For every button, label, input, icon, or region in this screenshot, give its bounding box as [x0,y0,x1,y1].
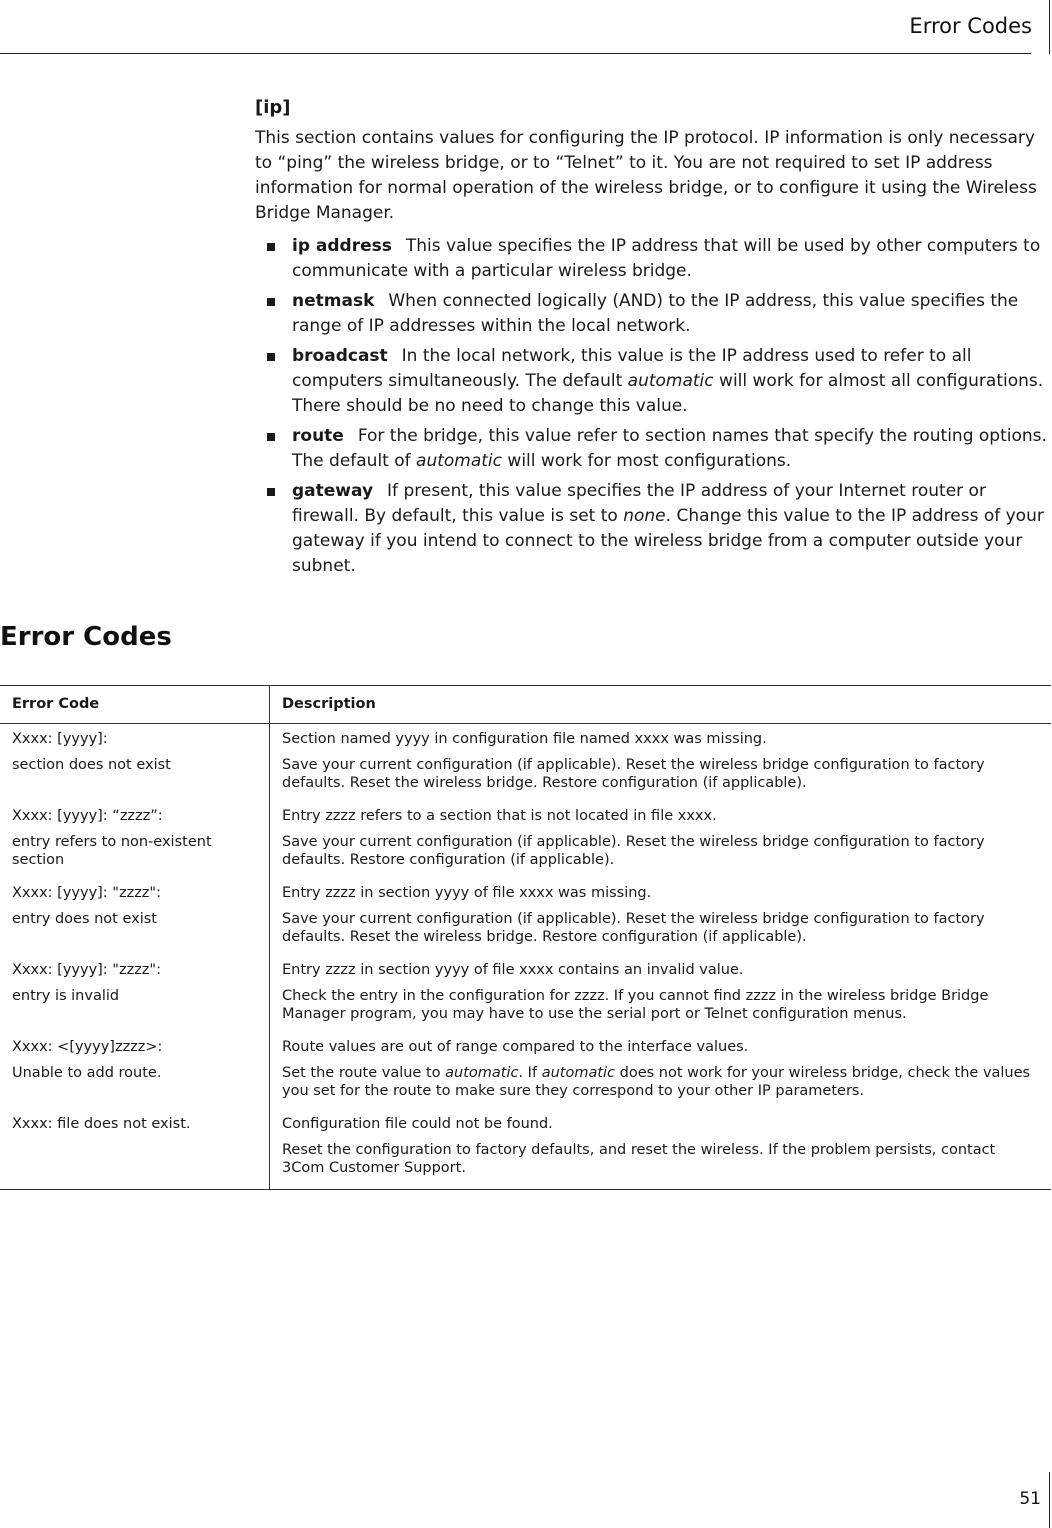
bullet-square-icon [267,298,275,306]
error-code-cell: Xxxx: [yyyy]: "zzzz": [0,878,270,902]
ip-section-intro: This section contains values for configuring the IP protocol. IP information is only necessary to “ping” the wireless bridge, or to “Telnet” to it. You are not required to set IP address information for normal operation of the wireless bridge, or to configure it using the Wireless Bridge Manager. [255,128,1037,223]
description-pre: Set the route value to [282,1065,446,1081]
table-row [0,1109,1051,1133]
error-code-cell: section does not exist [0,748,270,801]
description-cell: Save your current configuration (if applicable). Reset the wireless bridge configuration to factory defaults. Restore configuration (if applicable). [282,834,985,868]
item-description-emphasis: automatic [416,451,503,471]
description-cell: Check the entry in the configuration for zzzz. If you cannot find zzzz in the wireless bridge Bridge Manager program, you may have to use the serial port or Telnet configuration menus. [282,988,989,1022]
table-row [0,1133,1051,1190]
error-code-cell: entry does not exist [0,902,270,955]
description-cell: Section named yyyy in configuration file named xxxx was missing. [282,731,767,747]
description-cell: Entry zzzz in section yyyy of file xxxx contains an invalid value. [282,962,744,978]
error-code-cell: Xxxx: [yyyy]: [0,724,270,749]
description-cell: Save your current configuration (if applicable). Reset the wireless bridge configuration to factory defaults. Reset the wireless bridge. Restore configuration (if applicable). [282,911,985,945]
list-item-ip-address [255,234,1050,284]
item-description: This value specifies the IP address that will be used by other computers to communicate with a particular wireless bridge. [292,236,1041,281]
error-code-cell: Unable to add route. [0,1056,270,1109]
error-codes-heading: Error Codes [0,622,172,652]
header-margin-tick [1049,0,1050,54]
bullet-square-icon [267,488,275,496]
table-row [0,955,1051,979]
list-item-netmask [255,289,1050,339]
item-description-post: will work for most configurations. [502,451,792,471]
item-description-post: will work for almost all configurations. There should be no need to change this value. [292,371,1044,416]
item-description-post: . Change this value to the IP address of your gateway if you intend to connect to the wireless bridge from a computer outside your subnet. [292,506,1044,576]
list-item-route [255,424,1050,474]
item-term: broadcast [292,346,388,366]
item-description-emphasis: automatic [627,371,714,391]
item-description-emphasis: none [623,506,666,526]
list-item-gateway [255,479,1050,579]
bullet-square-icon [267,433,275,441]
footer-margin-tick [1049,1472,1050,1528]
item-term: route [292,426,344,446]
table-row [0,979,1051,1032]
description-cell: Save your current configuration (if applicable). Reset the wireless bridge configuration to factory defaults. Reset the wireless bridge. Restore configuration (if applicable). [282,757,985,791]
table-row [0,902,1051,955]
item-term: ip address [292,236,392,256]
table-row [0,1032,1051,1056]
description-cell: Configuration file could not be found. [282,1116,553,1132]
error-code-cell: Xxxx: file does not exist. [0,1109,270,1133]
description-cell: Reset the configuration to factory defaults, and reset the wireless. If the problem persists, contact 3Com Customer Support. [270,1133,1052,1190]
description-cell: Route values are out of range compared to the interface values. [282,1039,749,1055]
list-item-broadcast [255,344,1050,419]
header-rule [0,53,1031,54]
description-emphasis: automatic [445,1065,519,1081]
ip-settings-list [255,234,1050,579]
error-code-cell: entry is invalid [0,979,270,1032]
item-description-pre: For the bridge, this value refer to section names that specify the routing options. The default of [292,426,1047,471]
item-description-pre: In the local network, this value is the IP address used to refer to all computers simultaneously. The default [292,346,972,391]
item-description: When connected logically (AND) to the IP address, this value specifies the range of IP addresses within the local network. [292,291,1019,336]
ip-section [255,95,1050,584]
column-header-description: Description [270,686,1052,724]
item-term: netmask [292,291,375,311]
table-row [0,878,1051,902]
error-code-cell: entry refers to non-existent section [0,825,270,878]
table-row [0,801,1051,825]
table-header-row [0,686,1051,724]
bullet-square-icon [267,353,275,361]
column-header-error-code: Error Code [0,686,270,724]
table-row [0,748,1051,801]
error-codes-table [0,685,1051,1190]
description-post: does not work for your wireless bridge, check the values you set for the route to make sure they correspond to your other IP parameters. [282,1065,1031,1099]
description-cell [270,1056,1052,1109]
error-code-cell: Xxxx: [yyyy]: “zzzz”: [0,801,270,825]
table-row [0,825,1051,878]
page-number: 51 [1019,1489,1041,1509]
item-term: gateway [292,481,374,501]
description-emphasis: automatic [541,1065,616,1081]
running-header-title: Error Codes [909,14,1032,38]
description-mid: . If [518,1065,542,1081]
error-code-cell: Xxxx: <[yyyy]zzzz>: [0,1032,270,1056]
table-row [0,724,1051,749]
item-description-pre: If present, this value specifies the IP address of your Internet router or firewall. By default, this value is set to [292,481,986,526]
description-cell: Entry zzzz refers to a section that is not located in file xxxx. [282,808,717,824]
description-cell: Entry zzzz in section yyyy of file xxxx was missing. [282,885,652,901]
ip-section-heading: [ip] [255,97,291,118]
bullet-square-icon [267,243,275,251]
error-code-cell [0,1133,270,1190]
table-row [0,1056,1051,1109]
error-code-cell: Xxxx: [yyyy]: "zzzz": [0,955,270,979]
